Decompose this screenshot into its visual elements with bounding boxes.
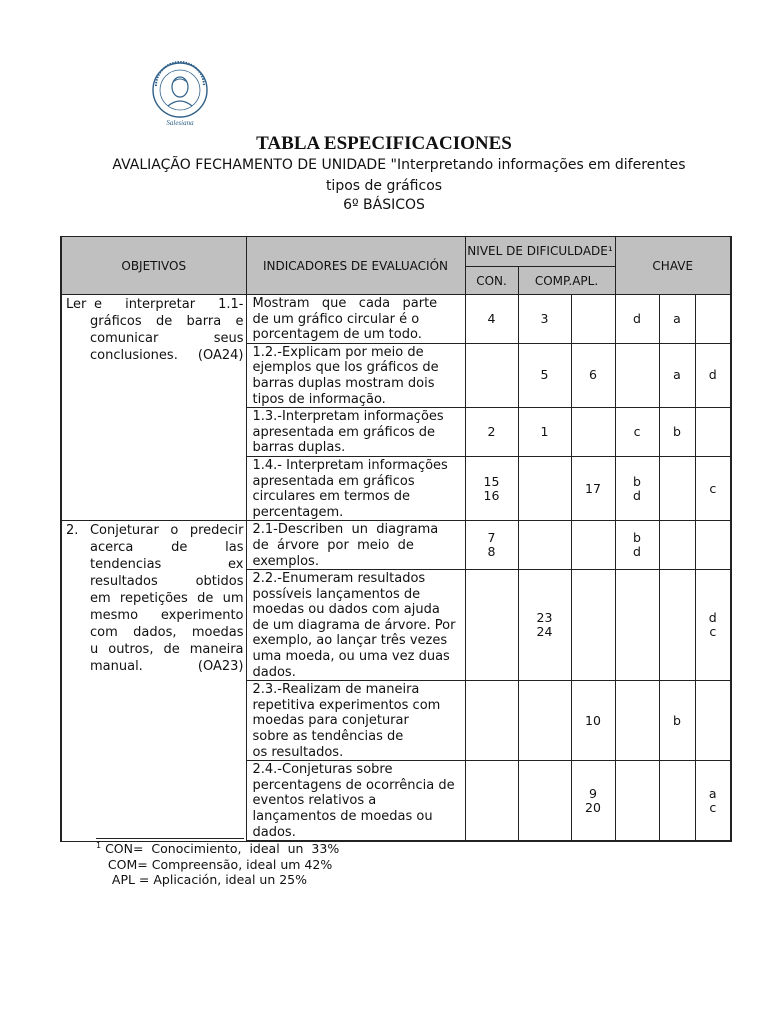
indicator-line: barras duplas mostram dois [252,375,435,391]
table-body [61,295,731,842]
header-con: CON. [465,267,518,295]
objective-line: tendencias ex [90,557,244,573]
header-comp: COMP. [534,273,573,288]
answer-key-1 [615,343,659,407]
indicator-line: tipos de informação. [252,391,386,407]
indicator-line: lançamentos de moedas ou [252,809,433,824]
indicator-line: sobre as tendências de [252,729,404,745]
indicator-line: de árvore por meio de [252,537,414,553]
indicator-line: repetitiva experimentos com [252,697,441,713]
indicator-line: circulares em termos de [252,489,411,505]
level-con: 2 [465,408,518,457]
header-comp-apl [518,267,615,295]
document-title: TABLA ESPECIFICACIONES [256,133,512,154]
indicator-line: apresentada em gráficos de [252,424,436,440]
level-comp: 5 [518,343,571,407]
indicator-line: de um diagrama de árvore. Por [252,617,456,633]
indicator-line: 2.3.-Realizam de maneira [252,682,420,698]
level-apl: 10 [571,681,615,761]
header-objetivos: OBJETIVOS [61,237,246,295]
answer-key-2: a [659,295,695,344]
answer-key-1: b d [615,521,659,570]
answer-key-3: c [695,456,731,520]
indicator-line: 1.2.-Explicam por meio de [252,344,424,360]
answer-key-1 [615,681,659,761]
objective-line: mesmo experimento [90,608,244,624]
answer-key-2 [659,761,695,841]
objective-cell [61,295,246,521]
answer-key-2: b [659,408,695,457]
indicator-cell [246,761,465,841]
specification-table [60,236,732,842]
answer-key-2: b [659,681,695,761]
level-apl: 9 20 [571,761,615,841]
indicator-line: 2.4.-Conjeturas sobre [252,762,393,778]
answer-key-3: d [695,343,731,407]
footnote-line-3: APL = Aplicación, ideal un 25% [96,872,307,887]
objective-cell [61,521,246,841]
indicator-line: de um gráfico circular é o [252,311,420,327]
level-comp [518,456,571,520]
subtitle-line-1: AVALIAÇÃO FECHAMENTO DE UNIDADE "Interpretando informações em diferentes [112,157,686,173]
answer-key-2: a [659,343,695,407]
indicator-cell [246,681,465,761]
indicator-line: uma moeda, ou uma vez duas [252,649,450,665]
indicator-line: os resultados. [252,744,344,760]
objective-line: u outros, de maneira [90,642,244,658]
indicator-cell [246,408,465,457]
indicator-cell [246,521,465,570]
indicator-cell [246,295,465,344]
footnote-line-1 [96,841,339,856]
indicator-line: eventos relativos a [252,793,377,809]
indicator-line: ejemplos que los gráficos de [252,360,439,376]
indicator-line: exemplo, ao lançar três vezes [252,633,448,649]
answer-key-3 [695,521,731,570]
header-nivel: NIVEL DE DIFICULDADE¹ [465,237,615,267]
answer-key-2 [659,456,695,520]
answer-key-3 [695,681,731,761]
university-seal-logo [146,60,214,128]
table-row [61,295,731,344]
indicator-cell [246,570,465,681]
indicator-line: dados. [252,824,296,840]
level-con: 4 [465,295,518,344]
objective-line: resultados obtidos [90,574,244,590]
subtitle-line-2: tipos de gráficos [325,178,443,194]
objective-line: 2. Conjeturar o predecir [66,523,244,539]
answer-key-1: d [615,295,659,344]
objective-line: gráficos de barra e [90,314,244,329]
answer-key-3 [695,408,731,457]
level-con [465,343,518,407]
level-comp [518,761,571,841]
answer-key-1 [615,570,659,681]
indicator-cell [246,456,465,520]
table-row [61,521,731,570]
objective-line: em repetições de um [90,591,244,607]
level-comp [518,681,571,761]
level-comp [518,521,571,570]
indicator-line: exemplos. [252,553,319,569]
answer-key-1 [615,761,659,841]
answer-key-2 [659,521,695,570]
indicator-line: 2.2.-Enumeram resultados [252,571,426,587]
indicator-line: barras duplas. [252,440,346,456]
indicator-line: apresentada em gráficos [252,473,415,489]
level-apl: 17 [571,456,615,520]
level-con [465,681,518,761]
footnote-con: CON= Conocimiento, ideal un 33% [105,841,340,857]
objective-line: Ler e interpretar 1.1- [66,297,244,312]
objective-line: acerca de las [90,540,244,556]
objective-line: manual. (OA23) [90,659,244,675]
indicator-line: percentagens de ocorrência de [252,777,455,793]
indicator-line: moedas para conjeturar [252,713,409,729]
objective-line: conclusiones. (OA24) [90,348,244,363]
answer-key-2 [659,570,695,681]
indicator-line: moedas ou dados com ajuda [252,602,440,618]
indicator-cell [246,343,465,407]
level-apl [571,295,615,344]
answer-key-3 [695,295,731,344]
level-comp: 3 [518,295,571,344]
level-con [465,570,518,681]
indicator-line: 1.3.-Interpretam informações [252,409,444,425]
indicator-line: possíveis lançamentos de [252,586,421,602]
indicator-line: Mostram que cada parte [252,296,438,311]
answer-key-3: d c [695,570,731,681]
indicator-line: percentagem. [252,504,344,520]
level-apl: 6 [571,343,615,407]
objective-line: comunicar seus [90,331,244,346]
indicator-line: 2.1-Describen un diagrama [252,522,439,538]
level-con: 15 16 [465,456,518,520]
indicator-line: porcentagem de um todo. [252,327,422,343]
header-indicadores: INDICADORES DE EVALUACIÓN [246,237,465,295]
footnote-line-2: COM= Compreensão, ideal um 42% [96,857,333,872]
header-chave: CHAVE [615,237,731,295]
header-apl: APL. [572,273,599,288]
level-comp: 23 24 [518,570,571,681]
logo-caption: Salesiana [166,119,194,127]
level-con: 7 8 [465,521,518,570]
level-apl [571,570,615,681]
footnote-rule [96,838,244,839]
level-apl [571,408,615,457]
indicator-line: 1.4.- Interpretam informações [252,457,448,473]
answer-key-3: a c [695,761,731,841]
level-comp: 1 [518,408,571,457]
objective-line: com dados, moedas [90,625,244,641]
footnote-marker: 1 [96,841,102,850]
level-apl [571,521,615,570]
level-con [465,761,518,841]
answer-key-1: b d [615,456,659,520]
subtitle-line-3: 6º BÁSICOS [343,197,425,213]
indicator-line: dados. [252,664,296,680]
answer-key-1: c [615,408,659,457]
